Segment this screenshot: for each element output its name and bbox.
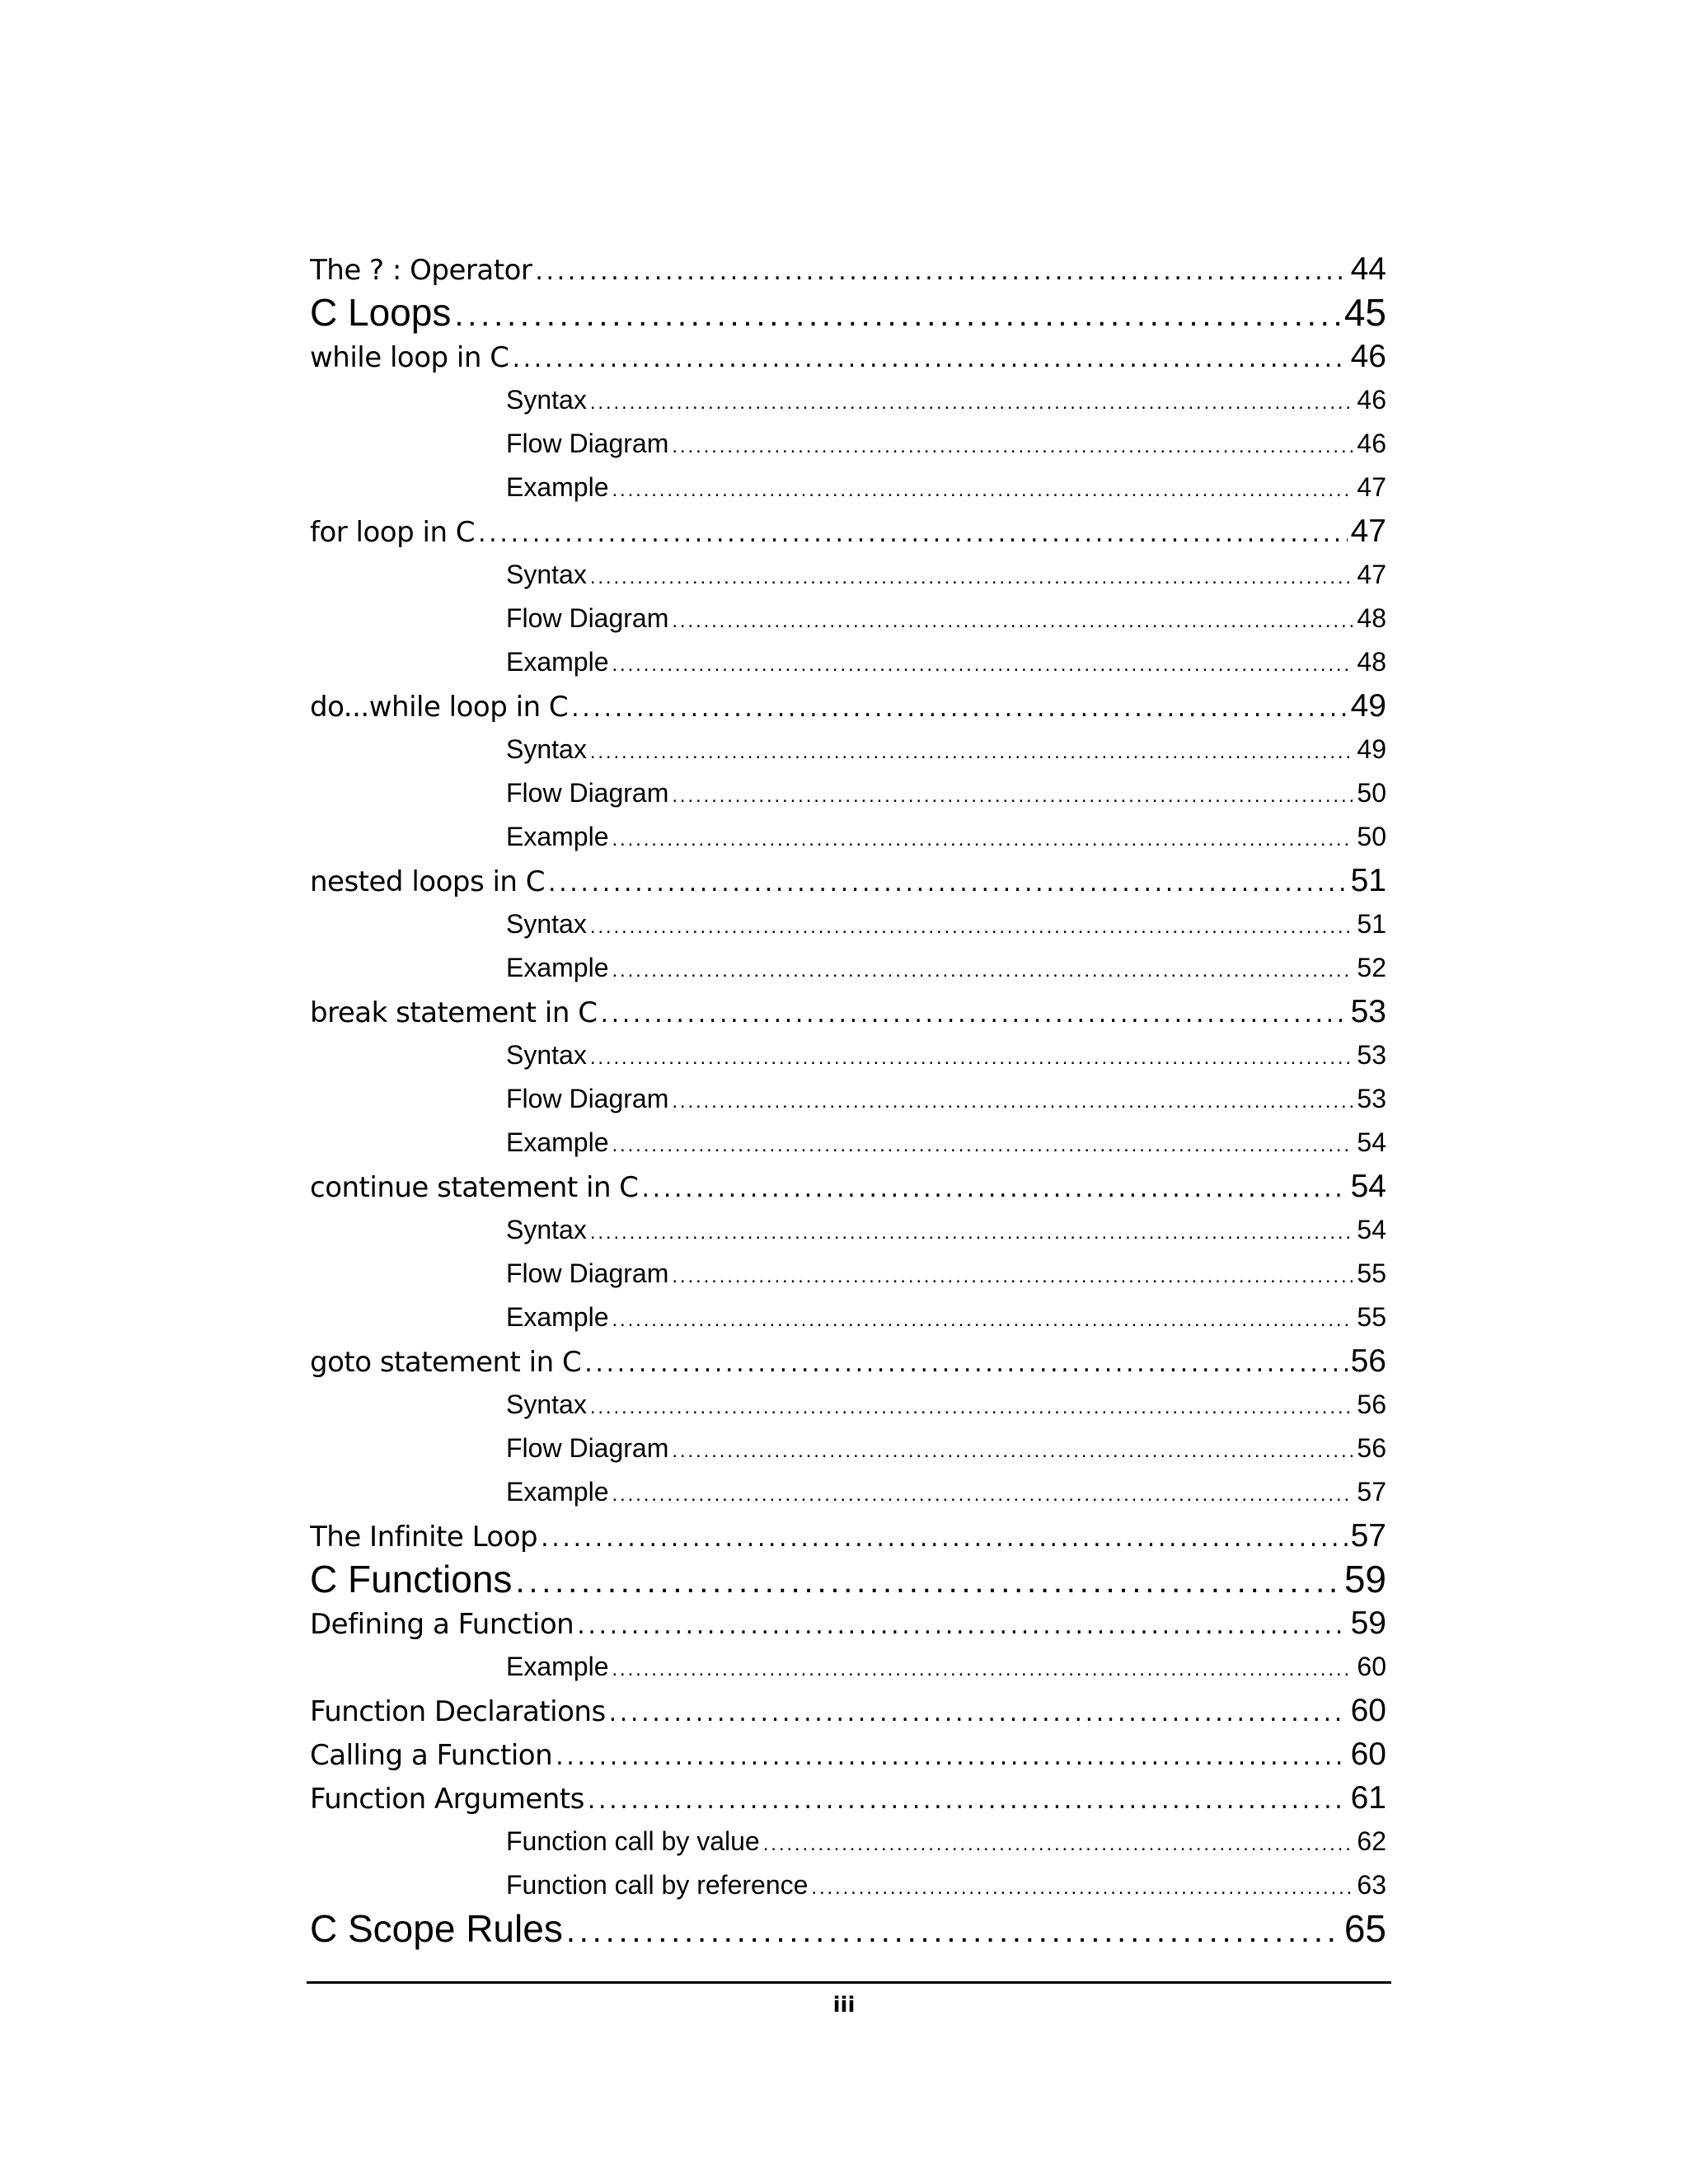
toc-entry-page-number: 56 <box>1350 1343 1386 1379</box>
dot-leader <box>600 992 1347 1033</box>
table-of-contents <box>310 247 1386 1951</box>
toc-entry-title: C Loops <box>310 291 452 334</box>
toc-entry-title: Example <box>506 1127 609 1157</box>
dot-leader <box>515 1560 1340 1601</box>
toc-entry-page-number: 47 <box>1350 513 1386 549</box>
toc-entry[interactable] <box>310 1252 1386 1296</box>
toc-entry-page-number: 55 <box>1357 1302 1386 1332</box>
dot-leader <box>763 1822 1354 1863</box>
toc-entry-page-number: 59 <box>1350 1605 1386 1641</box>
toc-entry[interactable] <box>310 684 1386 728</box>
toc-entry-page-number: 49 <box>1350 688 1386 724</box>
toc-entry-title: Syntax <box>506 1390 587 1419</box>
toc-entry-page-number: 54 <box>1357 1127 1386 1157</box>
dot-leader <box>548 861 1348 902</box>
toc-entry-title: Flow Diagram <box>506 429 669 458</box>
toc-entry[interactable] <box>310 1558 1386 1601</box>
dot-leader <box>566 1910 1341 1951</box>
toc-entry-page-number: 53 <box>1350 994 1386 1029</box>
toc-entry[interactable] <box>310 466 1386 509</box>
toc-entry-title: The ? : Operator <box>310 254 532 287</box>
toc-entry-page-number: 63 <box>1357 1870 1386 1900</box>
toc-entry-page-number: 49 <box>1357 734 1386 764</box>
toc-entry-title: continue statement in C <box>310 1171 639 1204</box>
footer-rule <box>307 1981 1391 1984</box>
toc-entry-page-number: 45 <box>1343 291 1386 334</box>
dot-leader <box>535 250 1347 291</box>
dot-leader <box>590 381 1354 422</box>
toc-entry-title: Example <box>506 953 609 982</box>
toc-entry-title: C Functions <box>310 1558 513 1601</box>
toc-entry[interactable] <box>310 1383 1386 1427</box>
toc-entry-page-number: 57 <box>1357 1477 1386 1507</box>
dot-leader <box>811 1866 1353 1907</box>
toc-entry[interactable] <box>310 1863 1386 1907</box>
toc-entry-title: Flow Diagram <box>506 1258 669 1288</box>
toc-entry-page-number: 53 <box>1357 1040 1386 1070</box>
toc-entry-title: Function call by value <box>506 1826 760 1856</box>
dot-leader <box>612 949 1354 990</box>
toc-entry[interactable] <box>310 291 1386 335</box>
toc-entry[interactable] <box>310 1645 1386 1689</box>
dot-leader <box>590 730 1354 771</box>
toc-entry[interactable] <box>310 1514 1386 1558</box>
toc-entry-page-number: 53 <box>1357 1084 1386 1113</box>
dot-leader <box>612 643 1354 684</box>
toc-entry-page-number: 54 <box>1357 1215 1386 1244</box>
dot-leader <box>672 774 1353 815</box>
toc-entry[interactable] <box>310 597 1386 640</box>
toc-entry-title: Example <box>506 472 609 502</box>
dot-leader <box>556 1735 1347 1776</box>
toc-entry-title: break statement in C <box>310 996 598 1029</box>
toc-entry[interactable] <box>310 1208 1386 1252</box>
toc-entry-title: Defining a Function <box>310 1608 574 1641</box>
dot-leader <box>590 555 1354 597</box>
toc-entry-page-number: 46 <box>1350 339 1386 374</box>
dot-leader <box>672 599 1353 640</box>
toc-entry[interactable] <box>310 728 1386 771</box>
toc-entry[interactable] <box>310 815 1386 859</box>
dot-leader <box>478 512 1348 553</box>
toc-entry-page-number: 46 <box>1357 385 1386 415</box>
toc-entry-title: Calling a Function <box>310 1739 553 1772</box>
toc-entry-title: Syntax <box>506 560 587 589</box>
dot-leader <box>612 1123 1354 1165</box>
toc-entry[interactable] <box>310 1296 1386 1339</box>
toc-entry-page-number: 50 <box>1357 778 1386 808</box>
toc-entry-title: Example <box>506 822 609 851</box>
toc-entry[interactable] <box>310 509 1386 553</box>
toc-entry-title: Function Declarations <box>310 1695 606 1728</box>
toc-entry[interactable] <box>310 1427 1386 1470</box>
toc-entry-page-number: 46 <box>1357 429 1386 458</box>
toc-entry-page-number: 65 <box>1343 1907 1386 1950</box>
toc-entry[interactable] <box>310 946 1386 990</box>
toc-entry-title: Example <box>506 647 609 677</box>
toc-entry[interactable] <box>310 1121 1386 1165</box>
toc-entry-title: Syntax <box>506 909 587 939</box>
dot-leader <box>612 468 1354 509</box>
toc-entry[interactable] <box>310 1339 1386 1383</box>
toc-entry[interactable] <box>310 378 1386 422</box>
dot-leader <box>590 905 1354 946</box>
toc-entry-title: Example <box>506 1477 609 1507</box>
toc-entry-title: Example <box>506 1302 609 1332</box>
toc-entry-title: C Scope Rules <box>310 1907 563 1950</box>
toc-entry-page-number: 56 <box>1357 1433 1386 1463</box>
toc-entry-title: do...while loop in C <box>310 691 569 724</box>
toc-entry-page-number: 47 <box>1357 560 1386 589</box>
toc-entry[interactable] <box>310 1601 1386 1645</box>
toc-entry-page-number: 48 <box>1357 603 1386 633</box>
toc-entry-page-number: 61 <box>1350 1780 1386 1816</box>
dot-leader <box>672 424 1353 466</box>
toc-entry[interactable] <box>310 1732 1386 1776</box>
toc-entry-title: Syntax <box>506 385 587 415</box>
toc-entry[interactable] <box>310 1689 1386 1732</box>
toc-entry[interactable] <box>310 422 1386 466</box>
toc-entry[interactable] <box>310 1033 1386 1077</box>
toc-entry-title: Flow Diagram <box>506 778 669 808</box>
toc-entry-title: Function Arguments <box>310 1783 584 1816</box>
dot-leader <box>612 1473 1354 1514</box>
dot-leader <box>672 1080 1353 1121</box>
toc-entry[interactable] <box>310 247 1386 291</box>
dot-leader <box>588 1779 1348 1820</box>
toc-entry[interactable] <box>310 1077 1386 1121</box>
toc-entry-page-number: 60 <box>1357 1652 1386 1681</box>
toc-entry-title: Flow Diagram <box>506 603 669 633</box>
toc-entry-page-number: 62 <box>1357 1826 1386 1856</box>
toc-entry-page-number: 55 <box>1357 1258 1386 1288</box>
toc-entry-title: for loop in C <box>310 516 476 549</box>
toc-entry[interactable] <box>310 335 1386 378</box>
dot-leader <box>672 1254 1353 1296</box>
toc-entry[interactable] <box>310 1470 1386 1514</box>
dot-leader <box>584 1342 1347 1383</box>
dot-leader <box>541 1516 1347 1558</box>
dot-leader <box>512 337 1347 378</box>
toc-entry[interactable] <box>310 1907 1386 1951</box>
toc-entry-title: Syntax <box>506 734 587 764</box>
toc-entry-title: while loop in C <box>310 341 509 374</box>
dot-leader <box>577 1604 1347 1645</box>
toc-entry-title: Syntax <box>506 1040 587 1070</box>
toc-entry[interactable] <box>310 902 1386 946</box>
dot-leader <box>672 1429 1353 1470</box>
toc-entry-page-number: 51 <box>1357 909 1386 939</box>
toc-entry-page-number: 60 <box>1350 1693 1386 1728</box>
toc-entry-page-number: 56 <box>1357 1390 1386 1419</box>
toc-entry-page-number: 54 <box>1350 1169 1386 1204</box>
toc-entry-title: nested loops in C <box>310 865 546 898</box>
toc-entry[interactable] <box>310 1776 1386 1820</box>
toc-entry-title: Flow Diagram <box>506 1084 669 1113</box>
dot-leader <box>590 1385 1354 1427</box>
toc-entry-page-number: 52 <box>1357 953 1386 982</box>
toc-entry[interactable] <box>310 771 1386 815</box>
dot-leader <box>612 1647 1354 1689</box>
toc-entry-title: Flow Diagram <box>506 1433 669 1463</box>
toc-entry-page-number: 57 <box>1350 1518 1386 1554</box>
toc-entry-page-number: 60 <box>1350 1736 1386 1772</box>
toc-entry-page-number: 48 <box>1357 647 1386 677</box>
toc-entry-title: Example <box>506 1652 609 1681</box>
toc-entry[interactable] <box>310 640 1386 684</box>
toc-entry-page-number: 44 <box>1350 251 1386 287</box>
toc-entry-page-number: 50 <box>1357 822 1386 851</box>
toc-entry[interactable] <box>310 553 1386 597</box>
dot-leader <box>571 687 1347 728</box>
dot-leader <box>590 1211 1354 1252</box>
dot-leader <box>612 1298 1354 1339</box>
toc-entry-title: The Infinite Loop <box>310 1521 538 1554</box>
toc-entry-page-number: 51 <box>1350 863 1386 898</box>
dot-leader <box>612 818 1354 859</box>
toc-entry-page-number: 47 <box>1357 472 1386 502</box>
dot-leader <box>642 1167 1348 1208</box>
toc-entry-title: goto statement in C <box>310 1346 582 1379</box>
toc-entry-title: Syntax <box>506 1215 587 1244</box>
dot-leader <box>609 1691 1348 1732</box>
dot-leader <box>590 1036 1354 1077</box>
toc-entry[interactable] <box>310 859 1386 902</box>
toc-entry[interactable] <box>310 1165 1386 1208</box>
toc-entry-page-number: 59 <box>1343 1558 1386 1601</box>
toc-entry[interactable] <box>310 1820 1386 1863</box>
page-number: iii <box>832 1993 856 2018</box>
toc-entry[interactable] <box>310 990 1386 1033</box>
toc-entry-title: Function call by reference <box>506 1870 809 1900</box>
dot-leader <box>454 293 1340 335</box>
